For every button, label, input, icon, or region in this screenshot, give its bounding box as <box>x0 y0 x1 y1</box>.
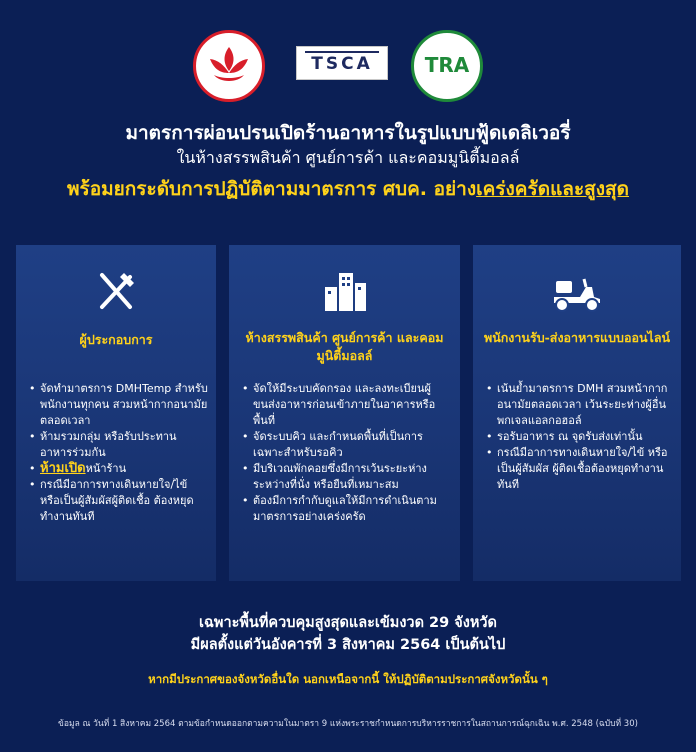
source-note: ข้อมูล ณ วันที่ 1 สิงหาคม 2564 ตามข้อกำหนดออกตามความในมาตรา 9 แห่งพระราชกำหนดการบริหารราชการในสถานการณ์ฉุกเฉิน พ.ศ. 2548 (ฉบับที่ 30) <box>58 719 638 729</box>
list-item: • จัดระบบคิว และกำหนดพื้นที่เป็นการเฉพาะสำหรับรอคิว <box>239 429 452 461</box>
fork-knife-icon <box>16 269 216 313</box>
headline-line-1: มาตรการผ่อนปรนเปิดร้านอาหารในรูปแบบฟู้ดเดลิเวอรี่ <box>125 122 571 144</box>
card-title: พนักงานรับ-ส่งอาหารแบบออนไลน์ <box>483 330 671 345</box>
card-bullet-list <box>483 381 673 493</box>
list-item: • มีบริเวณพักคอยซึ่งมีการเว้นระยะห่างระหว่างที่นั่ง หรือยืนที่เหมาะสม <box>239 461 452 493</box>
list-item: • กรณีมีอาการทางเดินหายใจ/ไข้ หรือเป็นผู้สัมผัส ผู้ติดเชื้อต้องหยุดทำงานทันที <box>483 445 673 493</box>
lotus-icon <box>196 33 262 99</box>
list-item: • จัดทำมาตรการ DMHTemp สำหรับพนักงานทุกคน สวมหน้ากากอนามัยตลอดเวลา <box>26 381 208 429</box>
list-item: • ห้ามรวมกลุ่ม หรือรับประทานอาหารร่วมกัน <box>26 429 208 461</box>
tsca-logo-bar <box>305 51 379 53</box>
list-item-text: หน้าร้าน <box>85 462 127 475</box>
footer-line-2: มีผลตั้งแต่วันอังคารที่ 3 สิงหาคม 2564 เป็นต้นไป <box>190 637 506 653</box>
tsca-logo-text: TSCA <box>311 54 373 74</box>
thai-restaurant-association-logo <box>411 30 483 102</box>
footer-line-3: หากมีประกาศของจังหวัดอื่นใด นอกเหนือจากนี้ ให้ปฏิบัติตามประกาศจังหวัดนั้น ๆ <box>148 672 548 686</box>
headline-line-3 <box>0 174 696 204</box>
list-item: • รอรับอาหาร ณ จุดรับส่งเท่านั้น <box>483 429 673 445</box>
list-item <box>26 461 208 477</box>
list-item: • กรณีมีอาการทางเดินหายใจ/ไข้ หรือเป็นผู้สัมผัสผู้ติดเชื้อ ต้องหยุดทำงานทันที <box>26 477 208 525</box>
list-item: • เน้นย้ำมาตรการ DMH สวมหน้ากากอนามัยตลอดเวลา เว้นระยะห่างผู้อื่น พกเจลแอลกอฮอล์ <box>483 381 673 429</box>
tsca-logo <box>296 46 388 80</box>
card-title: ผู้ประกอบการ <box>79 332 153 347</box>
footer-line-1: เฉพาะพื้นที่ควบคุมสูงสุดและเข้มงวด 29 จังหวัด <box>199 615 497 631</box>
card-operators <box>16 245 216 581</box>
card-bullet-list <box>26 381 208 525</box>
headline-line-3-underlined: เคร่งครัดและสูงสุด <box>476 178 629 200</box>
list-item: • จัดให้มีระบบคัดกรอง และลงทะเบียนผู้ขนส่งอาหารก่อนเข้าภายในอาคารหรือพื้นที่ <box>239 381 452 429</box>
tra-logo-text: TRA <box>424 53 470 77</box>
card-malls <box>229 245 460 581</box>
headline-line-2: ในห้างสรรพสินค้า ศูนย์การค้า และคอมมูนิตี้มอลล์ <box>176 148 520 167</box>
logo-row <box>0 26 696 102</box>
card-bullet-list <box>239 381 452 525</box>
thai-retailers-association-logo <box>193 30 265 102</box>
headline-line-3-prefix: พร้อมยกระดับการปฏิบัติตามมาตรการ ศบค. อย่าง <box>67 178 477 200</box>
card-title: ห้างสรรพสินค้า ศูนย์การค้า และคอมมูนิตี้มอลล์ <box>245 330 444 363</box>
card-delivery-riders <box>473 245 681 581</box>
buildings-icon <box>229 269 460 313</box>
footer <box>0 612 696 688</box>
headline <box>0 120 696 204</box>
highlight-text: ห้ามเปิด <box>40 461 86 476</box>
list-item: • ต้องมีการกำกับดูแลให้มีการดำเนินตามมาตรการอย่างเคร่งครัด <box>239 493 452 525</box>
delivery-scooter-icon <box>473 269 681 313</box>
